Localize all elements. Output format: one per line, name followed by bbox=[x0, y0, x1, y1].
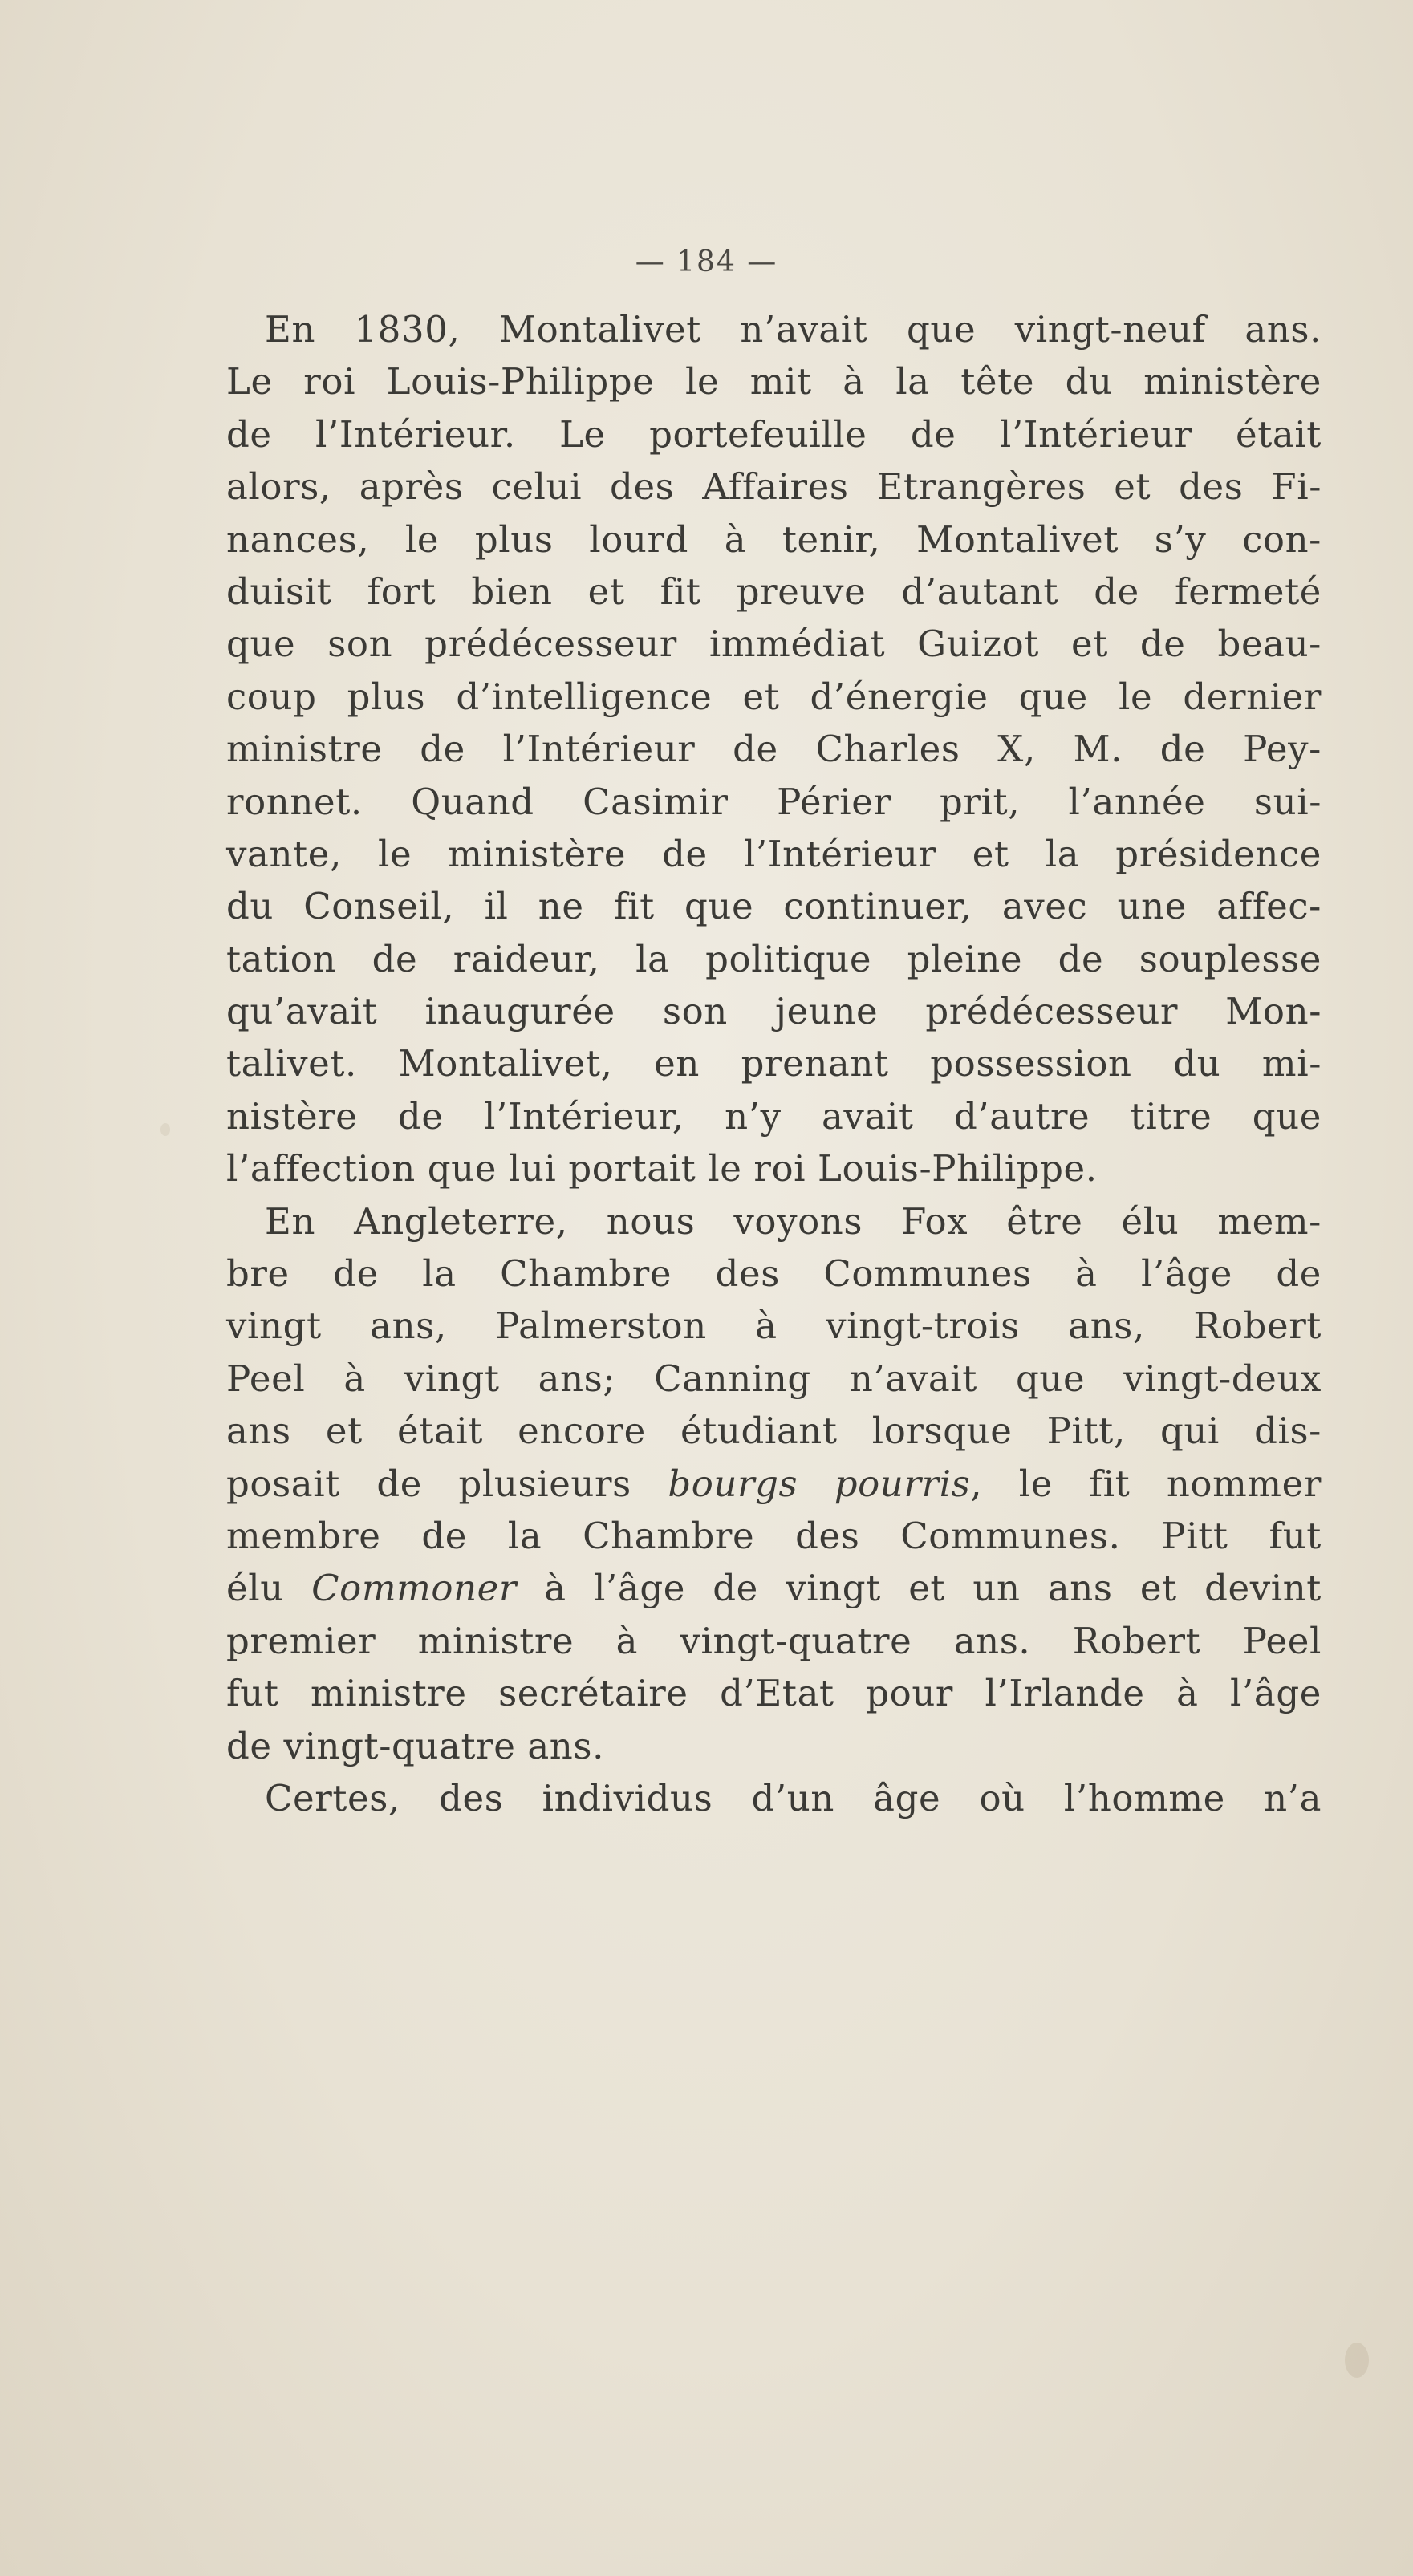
text-line: l’affection que lui portait le roi Louis-Philippe. bbox=[226, 1147, 1098, 1191]
text-segment: à l’âge de vingt et un ans et devint bbox=[517, 1567, 1322, 1610]
text-line: bre de la Chambre des Communes à l’âge de bbox=[226, 1252, 1322, 1296]
text-line: duisit fort bien et fit preuve d’autant de fermeté bbox=[226, 570, 1322, 613]
text-line: fut ministre secrétaire d’Etat pour l’Irlande à l’âge bbox=[226, 1672, 1322, 1715]
text-line: Certes, des individus d’un âge où l’homme n’a bbox=[265, 1776, 1322, 1819]
text-segment: élu bbox=[226, 1567, 312, 1610]
text-segment: posait de plusieurs bbox=[226, 1462, 668, 1505]
text-line: coup plus d’intelligence et d’énergie que le dernier bbox=[226, 675, 1322, 718]
italic-phrase: Commoner bbox=[311, 1567, 517, 1610]
text-line: ronnet. Quand Casimir Périer prit, l’année sui- bbox=[226, 780, 1322, 823]
text-line: de l’Intérieur. Le portefeuille de l’Intérieur était bbox=[226, 412, 1322, 456]
text-line: ans et était encore étudiant lorsque Pitt, qui dis- bbox=[226, 1410, 1322, 1453]
text-line: Le roi Louis-Philippe le mit à la tête du ministère bbox=[226, 360, 1322, 404]
text-line: du Conseil, il ne fit que continuer, avec une affec- bbox=[226, 885, 1322, 928]
text-line: premier ministre à vingt-quatre ans. Robert Peel bbox=[226, 1619, 1322, 1662]
page-body-text bbox=[226, 303, 1322, 1824]
text-line bbox=[226, 1562, 1322, 1614]
text-line: talivet. Montalivet, en prenant possession du mi- bbox=[226, 1042, 1322, 1085]
text-line: que son prédécesseur immédiat Guizot et de beau- bbox=[226, 623, 1322, 666]
text-line: vante, le ministère de l’Intérieur et la présidence bbox=[226, 832, 1322, 875]
text-line: nances, le plus lourd à tenir, Montalivet s’y con- bbox=[226, 517, 1322, 561]
text-line: vingt ans, Palmerston à vingt-trois ans, Robert bbox=[226, 1304, 1322, 1348]
text-line: alors, après celui des Affaires Etrangères et des Fi- bbox=[226, 465, 1322, 509]
page-number: — 184 — bbox=[635, 245, 778, 278]
text-line: de vingt-quatre ans. bbox=[226, 1724, 604, 1767]
text-line: ministre de l’Intérieur de Charles X, M. de Pey- bbox=[226, 728, 1322, 771]
paper-spot bbox=[1345, 2343, 1369, 2378]
italic-phrase: bourgs pourris bbox=[668, 1462, 971, 1505]
text-line: qu’avait inaugurée son jeune prédécesseur Mon- bbox=[226, 990, 1322, 1033]
paper-spot bbox=[160, 1123, 170, 1136]
text-line: Peel à vingt ans; Canning n’avait que vingt-deux bbox=[226, 1357, 1322, 1400]
text-line: nistère de l’Intérieur, n’y avait d’autre titre que bbox=[226, 1094, 1322, 1138]
text-line: tation de raideur, la politique pleine de souplesse bbox=[226, 937, 1322, 980]
text-line bbox=[226, 1458, 1322, 1510]
text-line: En Angleterre, nous voyons Fox être élu mem- bbox=[265, 1199, 1322, 1243]
text-line: membre de la Chambre des Communes. Pitt fut bbox=[226, 1514, 1322, 1557]
text-line: En 1830, Montalivet n’avait que vingt-neuf ans. bbox=[265, 308, 1322, 351]
text-segment: , le fit nommer bbox=[970, 1462, 1322, 1505]
